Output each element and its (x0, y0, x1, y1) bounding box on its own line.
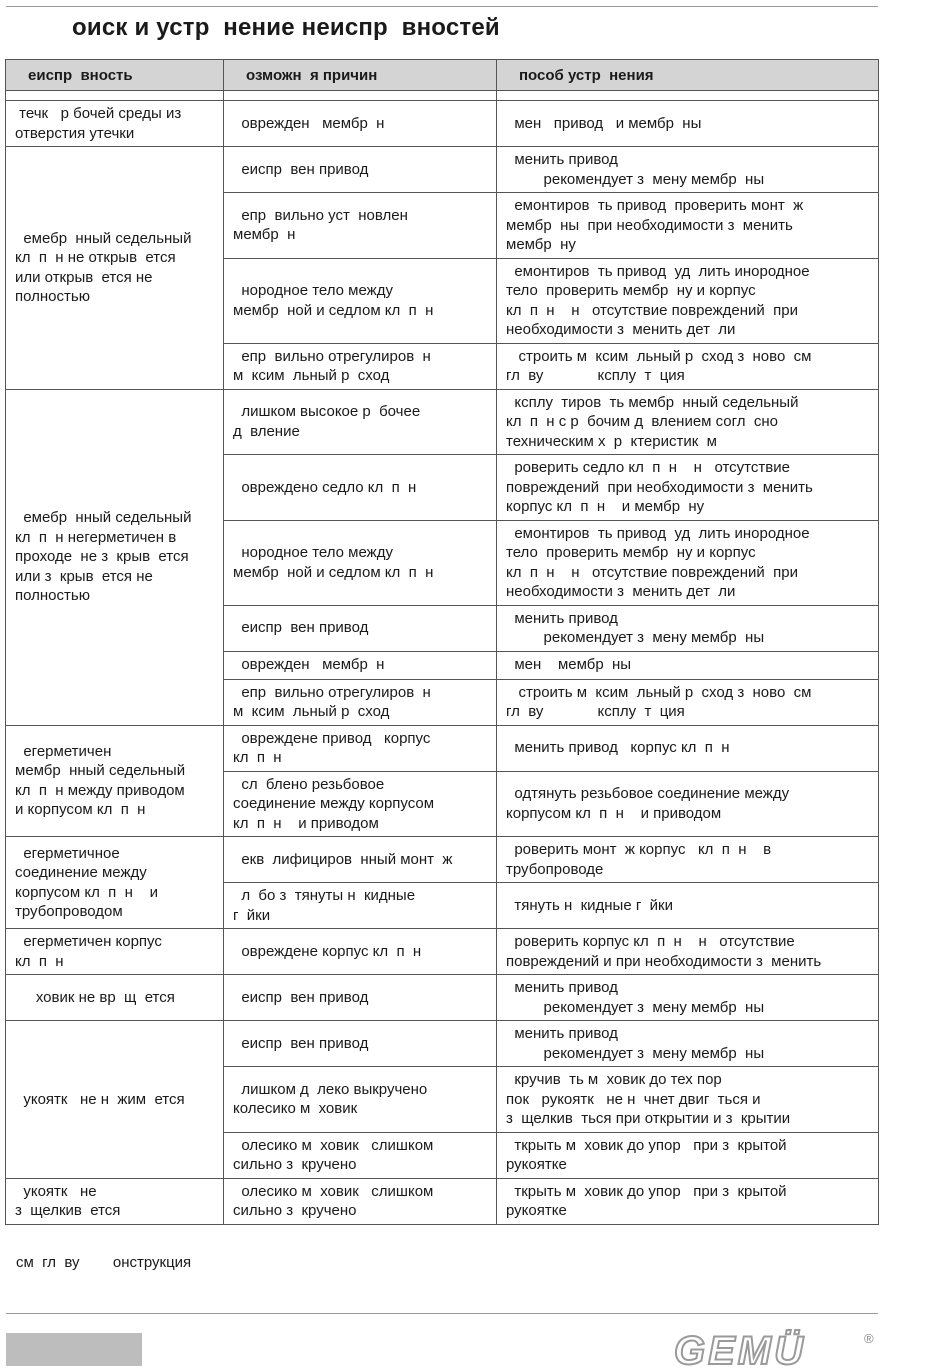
cause-cell: епр вильно отрегулиров н м ксим льный р сход (224, 679, 497, 725)
fault-cell: укоятк не з щелкив ется (6, 1178, 224, 1224)
fault-cell: течк р бочей среды из отверстия утечки (6, 101, 224, 147)
fix-cell: строить м ксим льный р сход з ново см гл ву ксплу т ция (497, 679, 879, 725)
cause-cell: олесико м ховик слишком сильно з кручено (224, 1178, 497, 1224)
registered-mark: ® (864, 1331, 874, 1346)
cause-cell: епр вильно уст новлен мембр н (224, 193, 497, 259)
fix-cell: менить привод рекомендует з мену мембр ны (497, 605, 879, 651)
fix-cell: емонтиров ть привод проверить монт ж мембр ны при необходимости з менить мембр ну (497, 193, 879, 259)
fix-cell: одтянуть резьбовое соединение между корпусом кл п н и приводом (497, 771, 879, 837)
header-cause: озможн я причин (224, 60, 497, 91)
cause-cell: нородное тело между мембр ной и седлом кл п н (224, 258, 497, 343)
table-row (6, 101, 879, 147)
fault-cell: ховик не вр щ ется (6, 975, 224, 1021)
spacer-cell (6, 91, 224, 101)
fix-cell: ксплу тиров ть мембр нный седельный кл п н с р бочим д влением согл сно техническим х р ктеристик м (497, 389, 879, 455)
cause-cell: овреждене привод корпус кл п н (224, 725, 497, 771)
table-row (6, 725, 879, 771)
fix-cell: менить привод рекомендует з мену мембр ны (497, 975, 879, 1021)
header-fault: еиспр вность (6, 60, 224, 91)
table-row (6, 975, 879, 1021)
table-header-row (6, 60, 879, 91)
cause-cell: лишком д леко выкручено колесико м ховик (224, 1067, 497, 1133)
cause-cell: еиспр вен привод (224, 1021, 497, 1067)
cause-cell: еиспр вен привод (224, 605, 497, 651)
table-row (6, 1021, 879, 1067)
fix-cell: мен мембр ны (497, 651, 879, 679)
cause-cell: еиспр вен привод (224, 975, 497, 1021)
cause-cell: епр вильно отрегулиров н м ксим льный р сход (224, 343, 497, 389)
spacer-row (6, 91, 879, 101)
spacer-cell (224, 91, 497, 101)
cause-cell: нородное тело между мембр ной и седлом кл п н (224, 520, 497, 605)
troubleshooting-table (5, 59, 879, 1225)
page-title: оиск и устр нение неиспр вностей (72, 14, 500, 41)
fix-cell: роверить седло кл п н н отсутствие повреждений при необходимости з менить корпус кл п н и мембр ну (497, 455, 879, 521)
fix-cell: менить привод рекомендует з мену мембр ны (497, 147, 879, 193)
fix-cell: кручив ть м ховик до тех пор пок рукоятк не н чнет двиг ться и з щелкив ться при открытии и з крытии (497, 1067, 879, 1133)
fix-cell: менить привод корпус кл п н (497, 725, 879, 771)
fix-cell: менить привод рекомендует з мену мембр ны (497, 1021, 879, 1067)
table-row (6, 389, 879, 455)
cause-cell: овреждене корпус кл п н (224, 929, 497, 975)
table-row (6, 929, 879, 975)
gemu-logo (672, 1328, 882, 1368)
fix-cell: емонтиров ть привод уд лить инородное тело проверить мембр ну и корпус кл п н н отсутствие повреждений при необходимости з менить дет ли (497, 520, 879, 605)
cause-cell: олесико м ховик слишком сильно з кручено (224, 1132, 497, 1178)
cause-cell: оврежден мембр н (224, 101, 497, 147)
fix-cell: ткрыть м ховик до упор при з крытой рукоятке (497, 1132, 879, 1178)
fix-cell: роверить монт ж корпус кл п н в трубопроводе (497, 837, 879, 883)
fault-cell: емебр нный седельный кл п н не открыв ется или открыв ется не полностью (6, 147, 224, 390)
header-fix: пособ устр нения (497, 60, 879, 91)
footnote: см гл ву онструкция (16, 1254, 192, 1271)
table-body (6, 91, 879, 1225)
bottom-rule (6, 1313, 878, 1314)
fix-cell: ткрыть м ховик до упор при з крытой рукоятке (497, 1178, 879, 1224)
cause-cell: екв лифициров нный монт ж (224, 837, 497, 883)
fix-cell: тянуть н кидные г йки (497, 883, 879, 929)
fix-cell: строить м ксим льный р сход з ново см гл ву ксплу т ция (497, 343, 879, 389)
cause-cell: сл блено резьбовое соединение между корпусом кл п н и приводом (224, 771, 497, 837)
spacer-cell (497, 91, 879, 101)
fault-cell: егерметичное соединение между корпусом кл п н и трубопроводом (6, 837, 224, 929)
page-number-tab (6, 1333, 142, 1366)
table-row (6, 147, 879, 193)
logo-wordmark: GEMÜ (674, 1329, 806, 1368)
cause-cell: оврежден мембр н (224, 651, 497, 679)
cause-cell: овреждено седло кл п н (224, 455, 497, 521)
top-rule (6, 6, 878, 7)
cause-cell: лишком высокое р бочее д вление (224, 389, 497, 455)
cause-cell: л бо з тянуты н кидные г йки (224, 883, 497, 929)
fix-cell: емонтиров ть привод уд лить инородное тело проверить мембр ну и корпус кл п н н отсутствие повреждений при необходимости з менить дет ли (497, 258, 879, 343)
fault-cell: укоятк не н жим ется (6, 1021, 224, 1179)
table-row (6, 1178, 879, 1224)
table-row (6, 837, 879, 883)
fix-cell: роверить корпус кл п н н отсутствие повреждений и при необходимости з менить (497, 929, 879, 975)
fault-cell: емебр нный седельный кл п н негерметичен в проходе не з крыв ется или з крыв ется не полностью (6, 389, 224, 725)
cause-cell: еиспр вен привод (224, 147, 497, 193)
fault-cell: егерметичен мембр нный седельный кл п н между приводом и корпусом кл п н (6, 725, 224, 837)
fault-cell: егерметичен корпус кл п н (6, 929, 224, 975)
fix-cell: мен привод и мембр ны (497, 101, 879, 147)
